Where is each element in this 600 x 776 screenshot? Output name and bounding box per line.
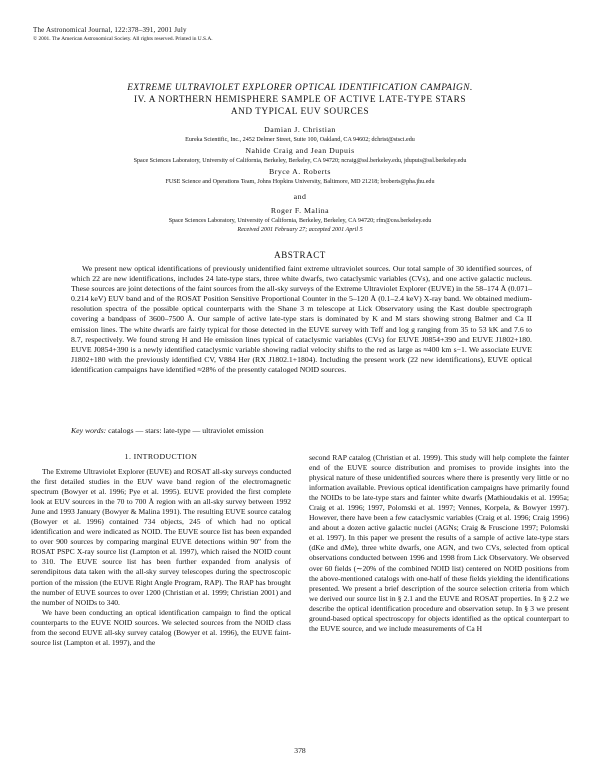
affiliation-2: Space Sciences Laboratory, University of California, Berkeley, Berkeley, CA 94720; ncraig@ssl.berkeley.edu, jdupuis@ssl.berkeley.edu	[133, 158, 467, 164]
left-column	[31, 467, 291, 648]
paper-title-line-2: IV. A NORTHERN HEMISPHERE SAMPLE OF ACTIVE LATE-TYPE STARS	[133, 95, 467, 105]
paper-title-line-1: EXTREME ULTRAVIOLET EXPLORER OPTICAL IDENTIFICATION CAMPAIGN.	[127, 83, 473, 93]
author-2: Nahide Craig and Jean Dupuis	[245, 146, 355, 155]
abstract-text: We present new optical identifications of previously unidentified faint extreme ultraviolet sources. Our total sample of 30 identified sources, of which 22 are new identifications, includes 24 late-type stars, three white dwarfs, two cataclysmic variables (CVs), and one active galactic nucleus. These sources are joint detections of the faint sources from the all-sky surveys of the Extreme Ultraviolet Explorer (EUVE) in the 58–174 Å (0.071–0.214 keV) EUV band and of the ROSAT Position Sensitive Proportional Counter in the 5–120 Å (0.1–2.4 keV) X-ray band. We obtained medium-resolution spectra of the possible optical counterparts with the Shane 3 m telescope at Lick Observatory using the Kast double spectrograph covering a bandpass of 3600–7500 Å. Our sample of active late-type stars is dominated by K and M stars showing strong Balmer and Ca II emission lines. The white dwarfs are fairly typical for those detected in the EUVE survey with Teff and log g ranging from 35 to 53 kK and 7.6 to 8.7, respectively. We found strong H and He emission lines typical of cataclysmic variables (CVs) for EUVE J0854+390 and EUVE J1802+180. EUVE J0854+390 is a newly identified cataclysmic variable showing radial velocity shifts to the red as large as ≈400 km s−1. We associate EUVE J1802+180 with the previously identified CV, V884 Her (RX J1802.1+1804). Including the present work (22 new identifications), EUVE optical identification campaigns have identified ≈28% of the presently cataloged NOID sources.	[71, 264, 532, 374]
keywords-label: Key words:	[71, 426, 107, 435]
affiliation-4: Space Sciences Laboratory, University of California, Berkeley, Berkeley, CA 94720; rfm@cea.berkeley.edu	[168, 218, 432, 224]
intro-paragraph-2: We have been conducting an optical identification campaign to find the optical counterparts to the EUVE NOID sources. We selected sources from the NOID class from the second EUVE all-sky survey catalog (Bowyer et al. 1996), the EUVE faint-source list (Lampton et al. 1997), and the	[31, 607, 291, 647]
abstract-heading: ABSTRACT	[274, 250, 326, 260]
keywords	[71, 426, 532, 436]
paper-title-line-3: AND TYPICAL EUV SOURCES	[230, 107, 370, 117]
received-accepted-dates: Received 2001 February 27; accepted 2001 April 5	[237, 227, 363, 233]
journal-citation: The Astronomical Journal, 122:378–391, 2001 July	[33, 26, 187, 34]
author-conjunction: and	[293, 192, 307, 201]
keywords-list: catalogs — stars: late-type — ultraviolet emission	[108, 426, 264, 435]
affiliation-3: FUSE Science and Operations Team, Johns Hopkins University, Baltimore, MD 21218; broberts@pha.jhu.edu	[165, 179, 435, 185]
copyright-line: © 2001. The American Astronomical Society. All rights reserved. Printed in U.S.A.	[33, 36, 213, 42]
page-number: 378	[294, 746, 306, 755]
affiliation-1: Eureka Scientific, Inc., 2452 Delmer Street, Suite 100, Oakland, CA 94602; dchrist@stsci.edu	[185, 137, 415, 143]
intro-paragraph-continued: second RAP catalog (Christian et al. 1999). This study will help complete the fainter end of the EUVE source distribution and promises to provide insights into the physical nature of these unidentified sources where there is presently very little or no information available. Previous optical identification campaigns have primarily found the NOIDs to be late-type stars and fainter white dwarfs (Mathioudakis et al. 1995a; Craig et al. 1996; 1997, Polomski et al. 1997; Vennes, Korpela, & Bowyer 1997). However, there have been a few cataclysmic variables (Craig et al. 1996; Craig 1996) and about a dozen active galactic nuclei (AGNs; Craig & Fruscione 1997; Polomski et al. 1997). In this paper we present the results of a sample of active late-type stars (dKe and dMe), three white dwarfs, one AGN, and two CVs, selected from optical observations conducted between 1996 and 1998 from Lick Observatory. We observed over 60 fields (∼20% of the combined NOID list) centered on NOID positions from the above-mentioned catalogs with one-half of these fields yielding the identifications presented. We present a brief description of the source selection criteria from which we derived our source list in § 2.1 and the EUVE and ROSAT properties. In § 2.2 we describe the optical identification procedure and observation setup. In § 3 we present ground-based optical spectroscopy for objects identified as the optical counterpart to the EUVE source, and we include measurements of Ca H	[309, 453, 569, 633]
author-3: Bryce A. Roberts	[269, 167, 331, 176]
author-1: Damian J. Christian	[264, 125, 336, 134]
author-4: Roger F. Malina	[270, 206, 330, 215]
right-column	[309, 453, 569, 634]
section-heading-introduction: 1. INTRODUCTION	[124, 452, 198, 461]
intro-paragraph-1: The Extreme Ultraviolet Explorer (EUVE) and ROSAT all-sky surveys conducted the first detailed studies in the EUV wave band region of the electromagnetic spectrum (Bowyer et al. 1996; Pye et al. 1995). EUVE provided the first complete look at EUV sources in the 70 to 700 Å region with an all-sky survey between 1992 June and 1993 January (Bowyer & Malina 1991). The resulting EUVE source catalog (Bowyer et al. 1996) contained 734 objects, 245 of which had no optical identification and were indicated as NOID. The EUVE source list has been expanded to over 900 sources by comparing marginal EUVE detections within 90″ from the ROSAT PSPC X-ray source list (Lampton et al. 1997), which raised the NOID count to 310. The EUVE source list has been further expanded from analysis of serendipitous data taken with the all-sky survey telescopes during the spectroscopic portion of the mission (the EUVE Right Angle Program, RAP). The RAP has brought the number of EUVE sources to over 1200 (Christian et al. 1999; Christian 2001) and the number of NOIDs to 340.	[31, 467, 291, 607]
